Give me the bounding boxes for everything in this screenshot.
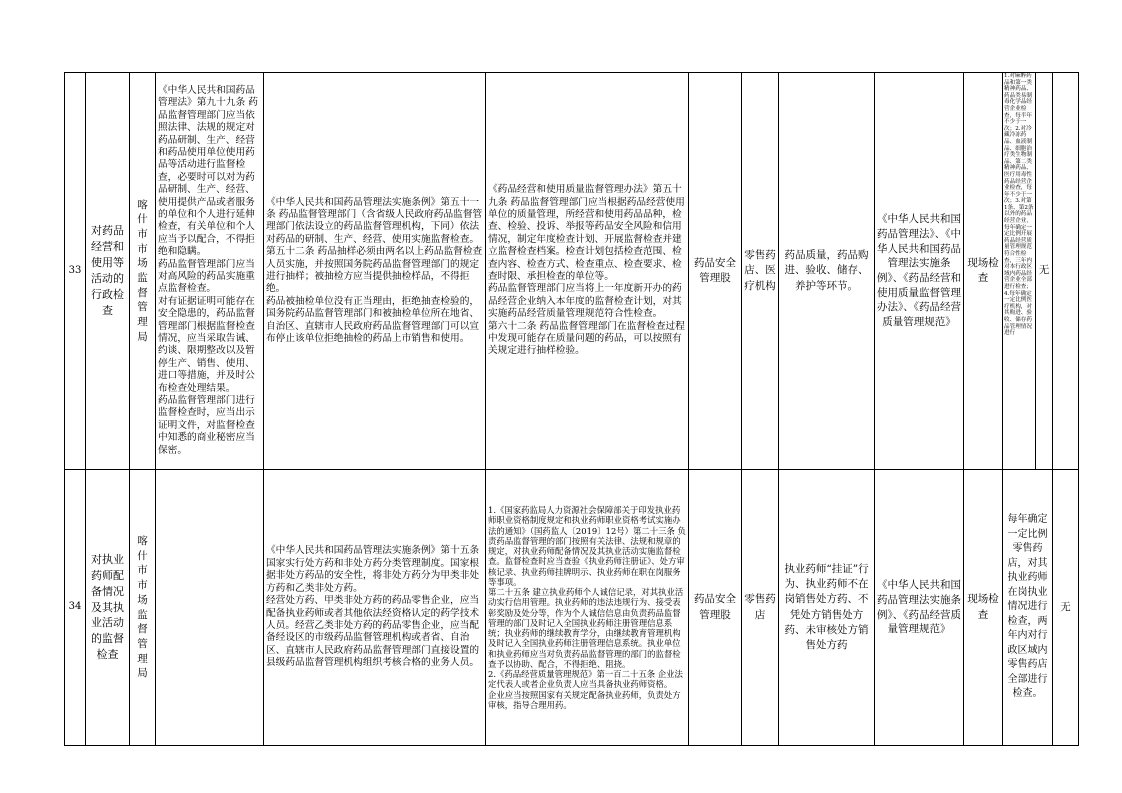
basis-law-cell [156, 470, 264, 746]
remark: 无 [1036, 73, 1053, 470]
row-number: 33 [65, 73, 86, 470]
inspection-method: 现场检查 [964, 470, 1003, 746]
basis-rule-cell [486, 470, 689, 746]
basis-paragraph: 对有证据证明可能存在安全隐患的，药品监督管理部门根据监督检查情况，应当采取告诫、约谈、限期整改以及暂停生产、销售、使用、进口等措施，并及时公布检查处理结果。 [158, 295, 255, 394]
basis-paragraph: 药品监督管理部门应当将上一年度新开办的药品经营企业纳入本年度的监督检查计划，对其实施药品经营质量管理规范符合性检查。 [488, 283, 682, 320]
remark: 无 [1053, 470, 1079, 746]
responsible-department: 药品安全管理股 [689, 73, 742, 470]
inspection-reference: 《中华人民共和国药品管理法实施条例》、《药品经营质量管理规范》 [875, 470, 964, 746]
basis-paragraph: 《中华人民共和国药品管理法》第九十九条 药品监督管理部门应当依照法律、法规的规定对药品研制、生产、经营和药品使用单位使用药品等活动进行监督检查，必要时可以对为药品研制、生产、经营、使用提供产品或者服务的单位和个人进行延伸检查，有关单位和个人应当予以配合，不得拒绝和隐瞒。 [158, 84, 258, 258]
inspection-content: 执业药师“挂证”行为、执业药师不在岗销售处方药、不凭处方销售处方药、未审核处方销售处方药 [779, 470, 875, 746]
responsible-department: 药品安全管理股 [689, 470, 742, 746]
inspection-frequency: 1.对麻醉药品和第一类精神药品、药品类易制毒化学品经营企业检查，每半年不少于一次；2.对冷藏冷冻药品、血液制品、细胞治疗类生物制品、第二类精神药品、医疗用毒性药品经营企业检查，每年不少于一次；3.对第1条、第2条以外的药品经营企业，每年确定一定比例开展药品经营质量管理规范符合性检查，三年内对本行政区域内药品经营企业全部进行检查；4.每年确定一定比例医疗机构，对其购进、验收、储存药品管理情况进行 [1003, 73, 1036, 470]
inspection-object: 零售药店、医疗机构 [742, 73, 779, 470]
inspection-frequency: 每年确定一定比例零售药店，对其执业药师在岗执业情况进行检查，两年内对行政区域内零售药店全部进行检查。 [1003, 470, 1053, 746]
inspection-content: 药品质量，药品购进、验收、储存、养护等环节。 [779, 73, 875, 470]
basis-paragraph: 药品监督管理部门进行监督检查时，应当出示证明文件，对监督检查中知悉的商业秘密应当保密。 [158, 395, 255, 456]
table-row [65, 470, 1079, 746]
basis-paragraph: 药品被抽检单位没有正当理由，拒绝抽查检验的，国务院药品监督管理部门和被抽检单位所在地省、自治区、直辖市人民政府药品监督管理部门可以宣布停止该单位拒绝抽检的药品上市销售和使用。 [266, 295, 480, 345]
basis-paragraph: 《药品经营和使用质量监督管理办法》第五十九条 药品监督管理部门应当根据药品经营使用单位的质量管理，所经营和使用药品品种，检查、检验、投诉、举报等药品安全风险和信用情况，制定年度检查计划、开展监督检查并建立监督检查档案。检查计划包括检查范围、检查内容、检查方式、检查重点、检查要求、检查时限、承担检查的单位等。 [488, 184, 685, 282]
implementing-agency: 喀什市市场监督管理局 [130, 470, 156, 746]
basis-paragraph: 2.《药品经营质量管理规范》第一百二十五条 企业法定代表人或者企业负责人应当具备执业药师资格。 [488, 669, 683, 690]
basis-paragraph: 经营处方药、甲类非处方药的药品零售企业，应当配备执业药师或者其他依法经资格认定的药学技术人员。经营乙类非处方药的药品零售企业，应当配备经设区的市级药品监督管理机构或者省、自治区、直辖市人民政府药品监督管理部门直接设置的县级药品监督管理机构组织考核合格的业务人员。 [266, 595, 480, 669]
basis-regulation-cell [264, 73, 486, 470]
inspection-method: 现场检查 [964, 73, 1003, 470]
blank-cell [1053, 73, 1079, 470]
basis-paragraph: 企业应当按照国家有关规定配备执业药师，负责处方审核，指导合理用药。 [488, 689, 681, 710]
row-number: 34 [65, 470, 86, 746]
basis-paragraph: 第五十二条 药品抽样必须由两名以上药品监督检查人员实施，并按照国务院药品监督管理部门的规定进行抽样；被抽检方应当提供抽检样品，不得拒绝。 [266, 246, 483, 295]
basis-paragraph: 第二十五条 建立执业药师个人诚信记录，对其执业活动实行信用管理。执业药师的违法违规行为、接受表彰奖励及处分等，作为个人诚信信息由负责药品监督管理的部门及时记入全国执业药师注册管理信息系统；执业药师的继续教育学分，由继续教育管理机构及时记入全国执业药师注册管理信息系统。执业单位和执业药师应当对负责药品监督管理的部门的监督检查予以协助、配合，不得拒绝、阻挠。 [488, 587, 684, 669]
inspection-reference: 《中华人民共和国药品管理法》、《中华人民共和国药品管理法实施条例》、《药品经营和使用质量监督管理办法》、《药品经营质量管理规范》 [875, 73, 964, 470]
basis-paragraph: 1.《国家药监局人力资源社会保障部关于印发执业药师职业资格制度规定和执业药师职业资格考试实施办法的通知》（国药监人〔2019〕12号）第二十三条 负责药品监督管理的部门按照有关法律、法规和规章的规定，对执业药师配备情况及其执业活动实施监督检查。监督检查时应当查验《执业药师注册证》、处方审核记录、执业药师挂牌明示、执业药师在职在岗服务等事项。 [488, 505, 686, 587]
inspection-object: 零售药店 [742, 470, 779, 746]
basis-paragraph: 《中华人民共和国药品管理法实施条例》第十五条 国家实行处方药和非处方药分类管理制度。国家根据非处方药品的安全性，将非处方药分为甲类非处方药和乙类非处方药。 [266, 545, 480, 594]
implementing-agency: 喀什市市场监督管理局 [130, 73, 156, 470]
inspection-item: 对药品经营和使用等活动的行政检查 [86, 73, 130, 470]
table-row [65, 73, 1079, 470]
basis-rule-cell [486, 73, 689, 470]
basis-paragraph: 第六十二条 药品监督管理部门在监督检查过程中发现可能存在质量问题的药品，可以按照有关规定进行抽样检验。 [488, 320, 685, 357]
basis-regulation-cell [264, 470, 486, 746]
basis-paragraph: 药品监督管理部门应当对高风险的药品实施重点监督检查。 [158, 258, 255, 295]
inspection-item: 对执业药师配备情况及其执业活动的监督检查 [86, 470, 130, 746]
basis-law-cell [156, 73, 264, 470]
basis-paragraph: 《中华人民共和国药品管理法实施条例》第五十一条 药品监督管理部门（含省级人民政府药品监督管理部门依法设立的药品监督管理机构，下同）依法对药品的研制、生产、经营、使用实施监督检查。 [266, 196, 483, 245]
inspection-table [64, 72, 1079, 746]
